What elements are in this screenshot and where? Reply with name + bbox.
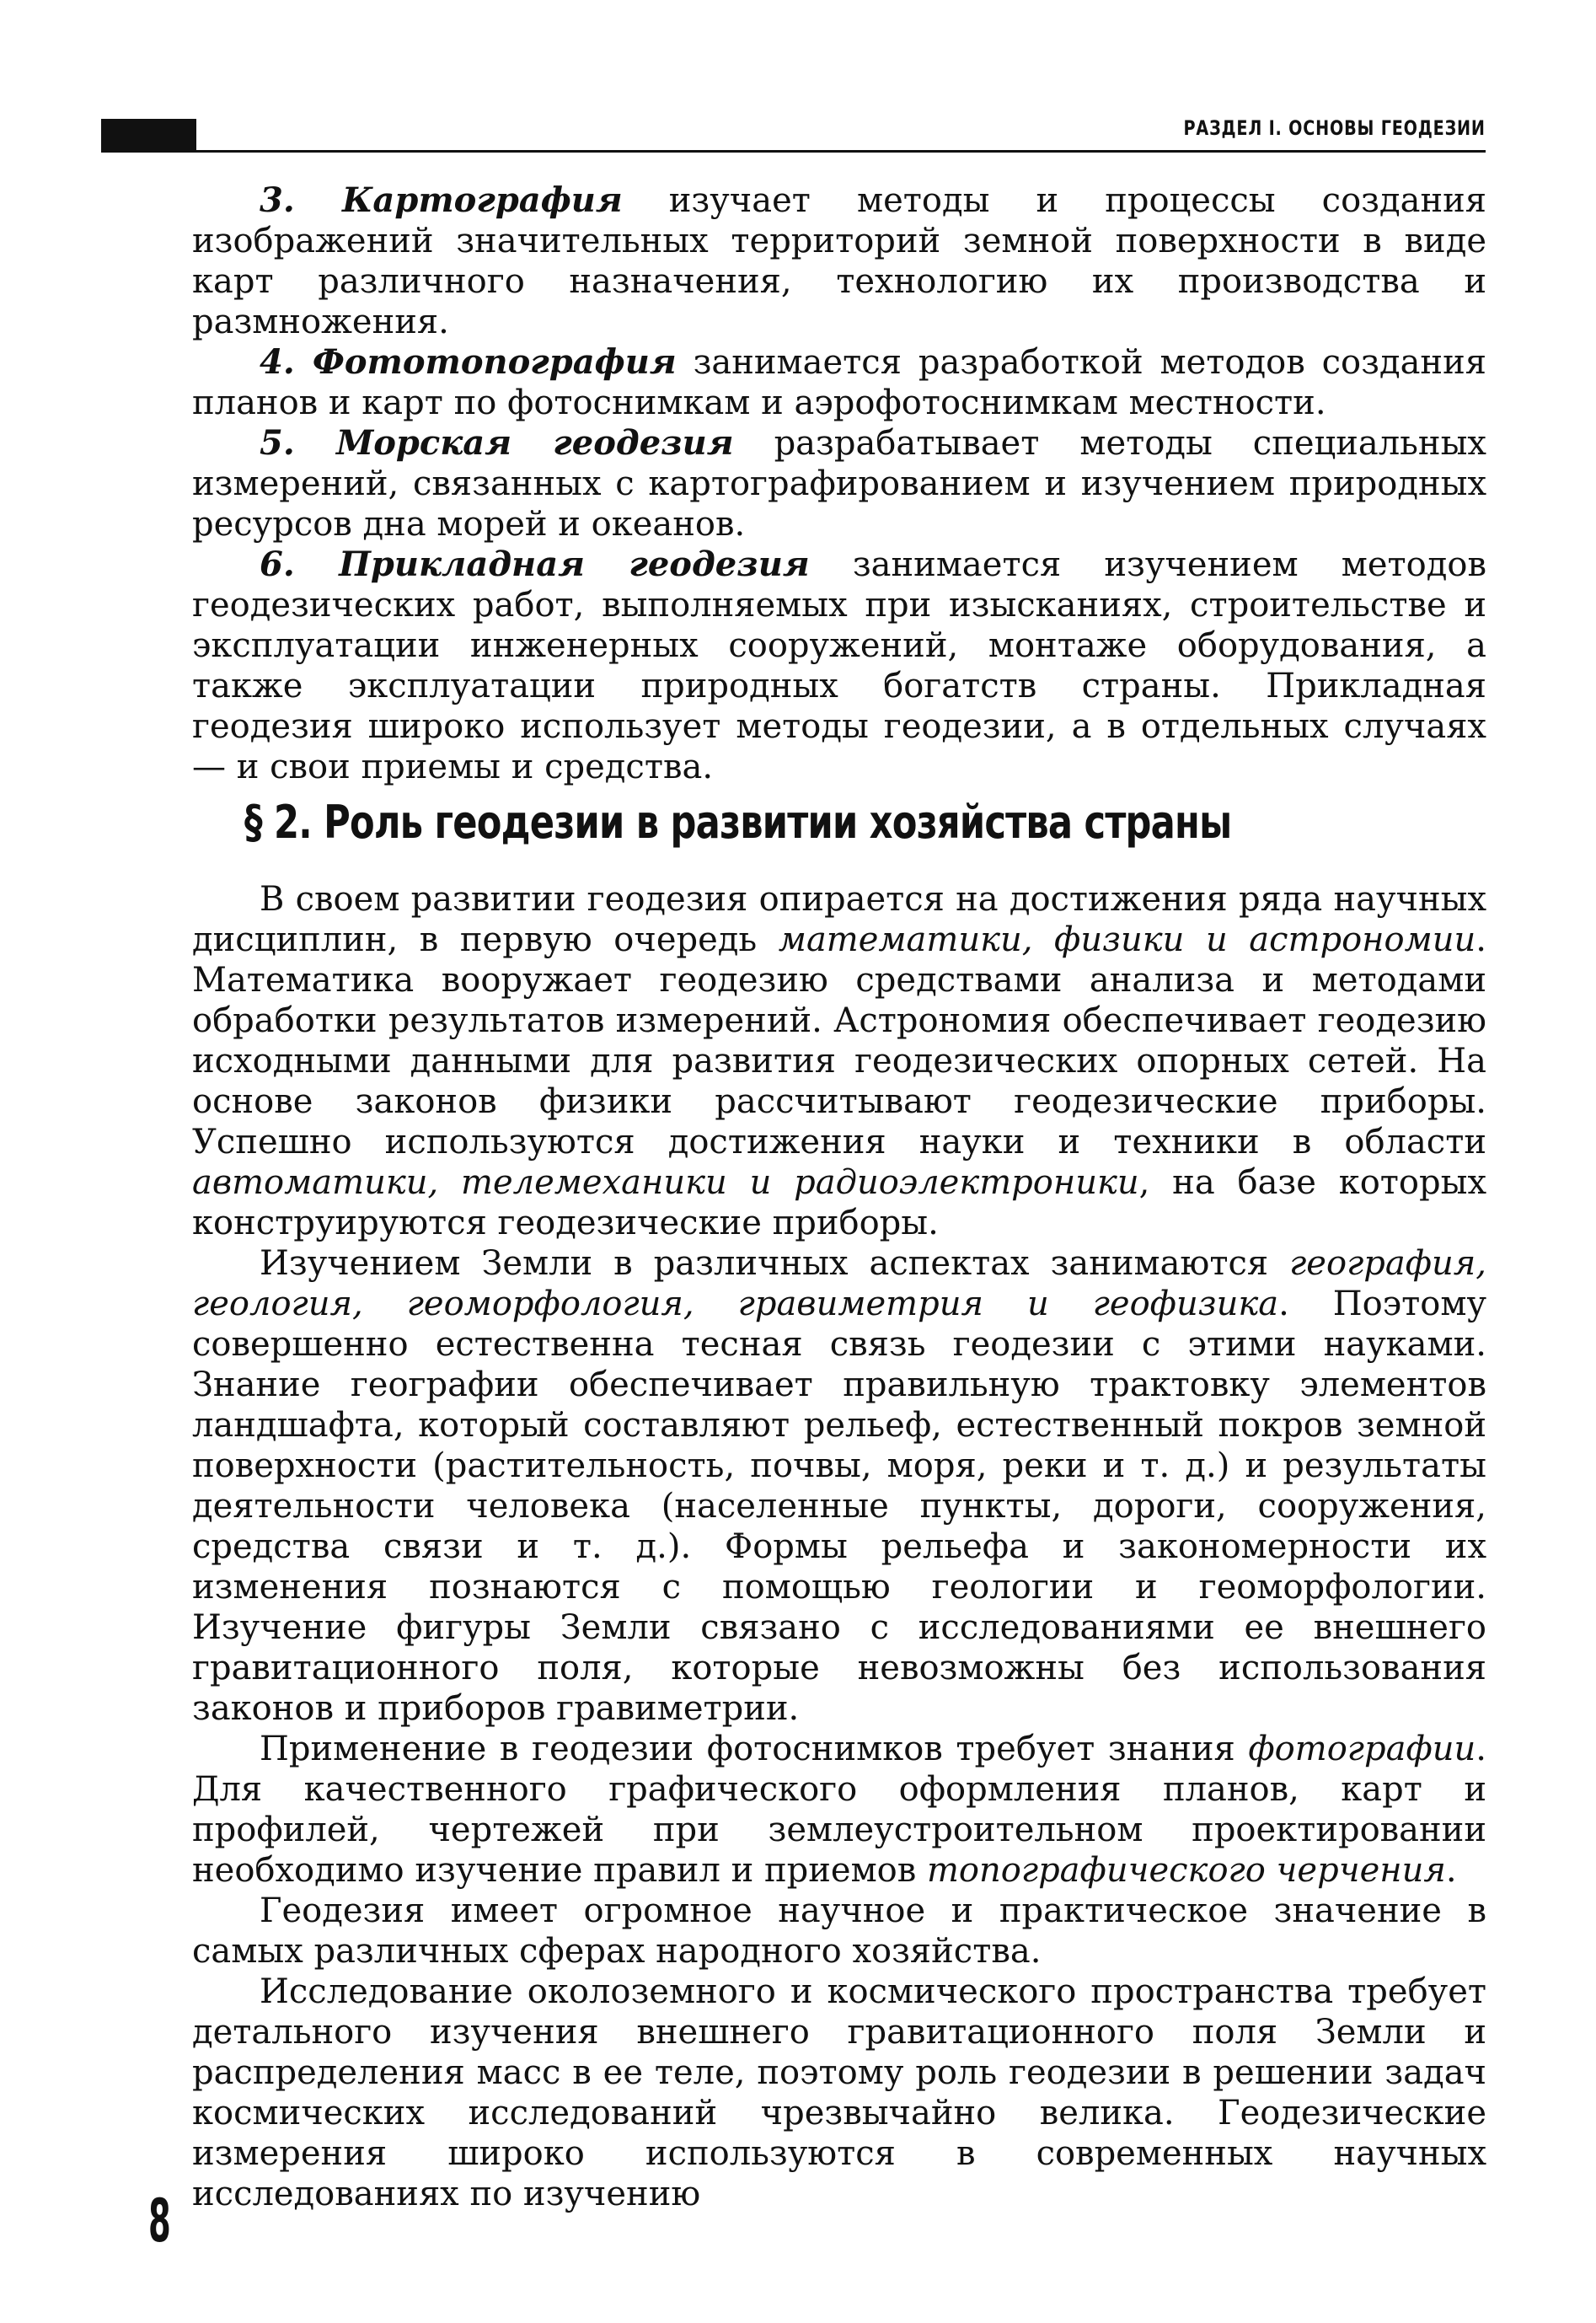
- paragraph: В своем развитии геодезия опирается на достижения ряда научных дисциплин, в первую очередь математики, физики и астрономии. Математика вооружает геодезию средствами анализа и методами обработки результатов измерений. Астрономия обеспечивает геодезию исходными данными для развития геодезических опорных сетей. На основе законов физики рассчитывают геодезические приборы. Успешно используются достижения науки и техники в области автоматики, телемеханики и радиоэлектроники, на базе которых конструируются геодезические приборы.: [192, 880, 1487, 1242]
- paragraph: Исследование околоземного и космического пространства требует детального изучения внешнего гравитационного поля Земли и распределения масс в ее теле, поэтому роль геодезии в решении задач космических исследований чрезвычайно велика. Геодезические измерения широко используются в современных научных исследованиях по изучению: [192, 1972, 1486, 2213]
- paragraph: Геодезия имеет огромное научное и практическое значение в самых различных сферах народного хозяйства.: [192, 1891, 1486, 1971]
- list-item-term: 4. Фототопография: [260, 342, 677, 382]
- list-item: 3. Картография изучает методы и процессы создания изображений значительных территорий земной поверхности в виде карт различного назначения, технологию их производства и размножения.: [192, 180, 1487, 341]
- header-bar: [101, 119, 196, 153]
- page-number: 8: [148, 2186, 171, 2256]
- list-item: 6. Прикладная геодезия занимается изучением методов геодезических работ, выполняемых при изысканиях, строительстве и эксплуатации инженерных сооружений, монтаже оборудования, а также эксплуатации природных богатств страны. Прикладная геодезия широко использует методы геодезии, а в отдельных случаях — и свои приемы и средства.: [192, 545, 1486, 786]
- section-body: [192, 879, 1486, 2214]
- list-item-term: 6. Прикладная геодезия: [260, 545, 810, 584]
- list-item-term: 5. Морская геодезия: [260, 423, 734, 463]
- list-item-term: 3. Картография: [260, 180, 623, 220]
- running-head: РАЗДЕЛ I. ОСНОВЫ ГЕОДЕЗИИ: [1183, 116, 1486, 140]
- list-item: 4. Фототопография занимается разработкой методов создания планов и карт по фотоснимкам и аэрофотоснимкам местности.: [192, 342, 1486, 422]
- paragraph: Изучением Земли в различных аспектах занимаются география, геология, геоморфология, гравиметрия и геофизика. Поэтому совершенно естественна тесная связь геодезии с этими науками. Знание географии обеспечивает правильную трактовку элементов ландшафта, который составляют рельеф, естественный покров земной поверхности (растительность, почвы, моря, реки и т. д.) и результаты деятельности человека (населенные пункты, дороги, сооружения, средства связи и т. д.). Формы рельефа и закономерности их изменения познаются с помощью геологии и геоморфологии. Изучение фигуры Земли связано с исследованиями ее внешнего гравитационного поля, которые невозможны без использования законов и приборов гравиметрии.: [192, 1244, 1486, 1728]
- paragraph: Применение в геодезии фотоснимков требует знания фотографии. Для качественного графического оформления планов, карт и профилей, чертежей при землеустроительном проектировании необходимо изучение правил и приемов топографического черчения.: [192, 1730, 1486, 1890]
- list-section: [192, 180, 1486, 787]
- header-rule: [196, 150, 1486, 153]
- list-item: 5. Морская геодезия разрабатывает методы специальных измерений, связанных с картографированием и изучением природных ресурсов дна морей и океанов.: [192, 423, 1486, 544]
- section-title: § 2. Роль геодезии в развитии хозяйства страны: [244, 796, 1232, 849]
